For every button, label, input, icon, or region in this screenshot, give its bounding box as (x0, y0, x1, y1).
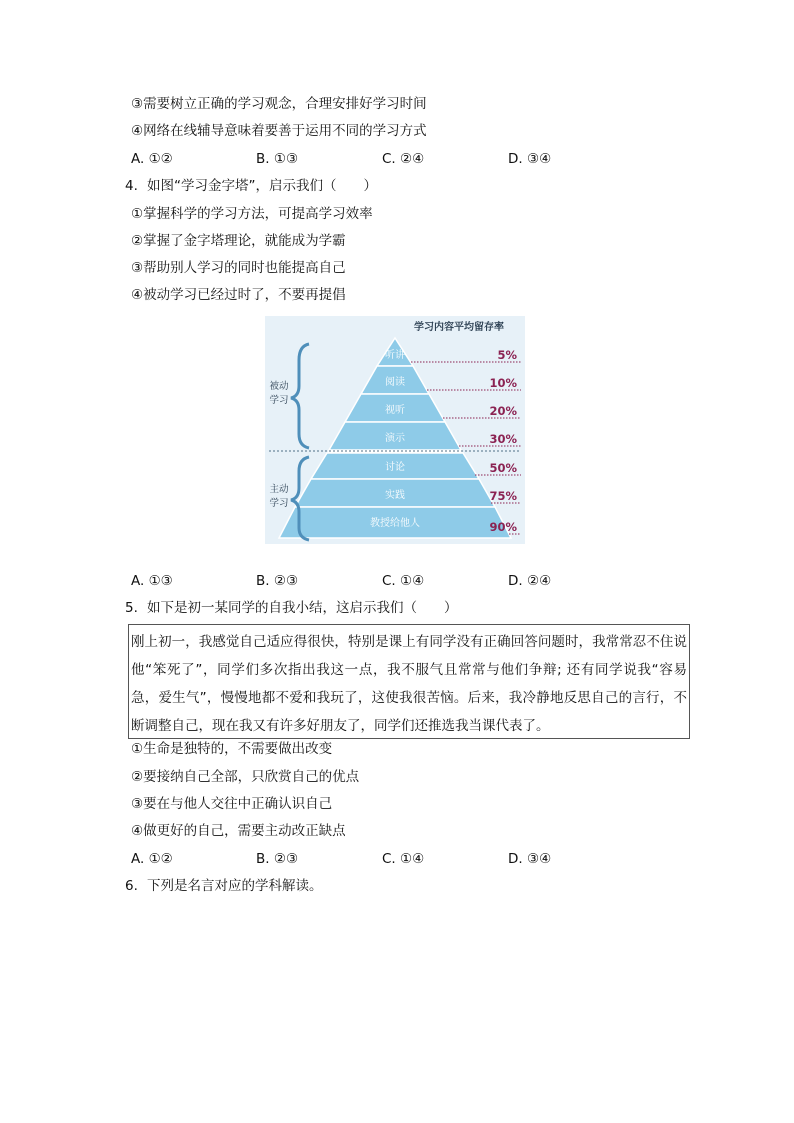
level-rate: 30% (489, 432, 517, 446)
statement-1: ①生命是独特的，不需要做出改变 (131, 741, 333, 757)
passage-box: 刚上初一，我感觉自己适应得很快，特别是课上有同学没有正确回答问题时，我常常忍不住说他“笨死了”，同学们多次指出我这一点，我不服气且常常与他们争辩; 还有同学说我“容易急，爱生气”，慢慢地都不爱和我玩了，这使我很苦恼。后来，我冷静地反思自己的言行，不断调整自己，现在我又有许多好朋友了，同学们还推选我当课代表了。 (128, 624, 690, 739)
level-name: 阅读 (385, 377, 405, 388)
level-name: 视听 (385, 405, 405, 416)
active-label (269, 483, 289, 509)
option-c[interactable]: C. ①④ (382, 573, 425, 589)
statement-2: ②掌握了金字塔理论，就能成为学霸 (131, 233, 346, 249)
statement-4: ④网络在线辅导意味着要善于运用不同的学习方式 (131, 123, 427, 139)
statement-2: ②要接纳自己全部，只欣赏自己的优点 (131, 769, 360, 785)
option-d[interactable]: D. ③④ (508, 851, 552, 867)
level-name: 教授给他人 (370, 518, 420, 529)
level-name: 听讲 (385, 350, 405, 361)
active-label-line-1: 主动 (269, 484, 289, 495)
level-rate: 10% (489, 376, 517, 390)
level-name: 讨论 (385, 462, 405, 473)
passive-brace (291, 344, 309, 448)
level-rate: 5% (497, 348, 517, 362)
q4-options (131, 572, 691, 590)
option-d[interactable]: D. ②④ (508, 573, 552, 589)
learning-pyramid-svg (265, 316, 525, 544)
passive-label-line-1: 被动 (269, 381, 289, 392)
question-text: 如下是初一某同学的自我小结，这启示我们（ ） (147, 600, 458, 616)
q5-options (131, 850, 691, 868)
option-c[interactable]: C. ①④ (382, 851, 425, 867)
option-a[interactable]: A. ①③ (131, 573, 173, 589)
option-b[interactable]: B. ①③ (256, 151, 299, 167)
statement-4: ④做更好的自己，需要主动改正缺点 (131, 823, 346, 839)
statement-1: ①掌握科学的学习方法，可提高学习效率 (131, 206, 373, 222)
figure-title: 学习内容平均留存率 (414, 322, 504, 333)
option-a[interactable]: A. ①② (131, 851, 173, 867)
option-b[interactable]: B. ②③ (256, 851, 299, 867)
level-rate: 50% (489, 461, 517, 475)
level-rate: 75% (489, 489, 517, 503)
learning-pyramid-figure (265, 316, 525, 544)
question-text: 下列是名言对应的学科解读。 (147, 878, 323, 894)
question-6-stem (125, 877, 323, 895)
statement-3: ③需要树立正确的学习观念，合理安排好学习时间 (131, 96, 427, 112)
option-a[interactable]: A. ①② (131, 151, 173, 167)
option-d[interactable]: D. ③④ (508, 151, 552, 167)
passive-label (269, 380, 289, 406)
level-rate: 90% (489, 520, 517, 534)
passive-label-line-2: 学习 (269, 395, 289, 406)
question-number: 4. (125, 178, 138, 194)
question-number: 5. (125, 600, 138, 616)
statement-4: ④被动学习已经过时了，不要再提倡 (131, 287, 346, 303)
statement-3: ③要在与他人交往中正确认识自己 (131, 796, 333, 812)
question-5-stem (125, 599, 458, 617)
level-name: 实践 (385, 490, 405, 501)
question-text: 如图“学习金字塔”，启示我们（ ） (147, 178, 377, 194)
active-label-line-2: 学习 (269, 498, 289, 509)
question-4-stem (125, 177, 377, 195)
statement-3: ③帮助别人学习的同时也能提高自己 (131, 260, 346, 276)
q3-options (131, 150, 691, 168)
level-name: 演示 (385, 433, 405, 444)
option-b[interactable]: B. ②③ (256, 573, 299, 589)
level-rate: 20% (489, 404, 517, 418)
question-number: 6. (125, 878, 138, 894)
option-c[interactable]: C. ②④ (382, 151, 425, 167)
